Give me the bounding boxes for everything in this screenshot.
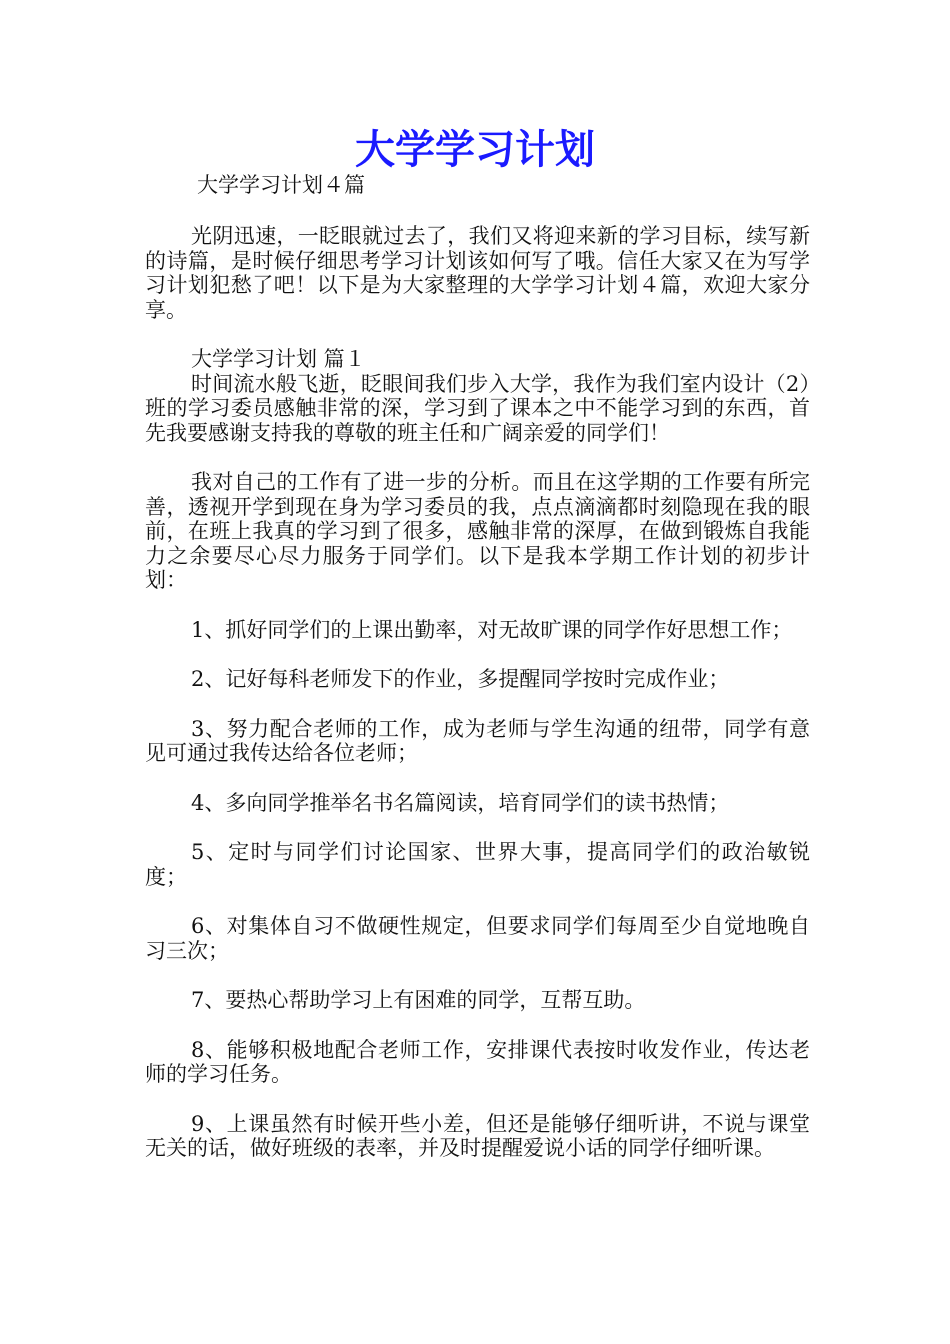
- list-item: 8、能够积极地配合老师工作，安排课代表按时收发作业，传达老师的学习任务。: [145, 1037, 810, 1086]
- document-body: [145, 224, 810, 1161]
- list-item: 9、上课虽然有时候开些小差，但还是能够仔细听讲，不说与课堂无关的话，做好班级的表率，并及时提醒爱说小话的同学仔细听课。: [145, 1111, 810, 1160]
- list-item: 1、抓好同学们的上课出勤率，对无故旷课的同学作好思想工作；: [191, 617, 793, 642]
- list-item: 6、对集体自习不做硬性规定，但要求同学们每周至少自觉地晚自习三次；: [145, 914, 810, 963]
- document-title: 大学学习计划: [355, 126, 595, 173]
- list-item: 3、努力配合老师的工作，成为老师与学生沟通的纽带，同学有意见可通过我传达给各位老师；: [145, 716, 810, 765]
- list-item: 7、要热心帮助学习上有困难的同学，互帮互助。: [191, 988, 646, 1012]
- section-heading: 大学学习计划 篇１: [191, 347, 366, 371]
- intro-paragraph: 光阴迅速，一眨眼就过去了，我们又将迎来新的学习目标，续写新的诗篇，是时候仔细思考学习计划该如何写了哦。信任大家又在为写学习计划犯愁了吧！以下是为大家整理的大学学习计划４篇，欢迎大家分享。: [145, 224, 810, 322]
- document-subtitle: 大学学习计划４篇: [197, 173, 365, 197]
- list-item: 2、记好每科老师发下的作业，多提醒同学按时完成作业；: [191, 667, 730, 691]
- list-item: 5、定时与同学们讨论国家、世界大事，提高同学们的政治敏锐度；: [145, 840, 810, 889]
- section-intro-paragraph: 时间流水般飞逝，眨眼间我们步入大学，我作为我们室内设计（2）班的学习委员感触非常的深，学习到了课本之中不能学习到的东西，首先我要感谢支持我的尊敬的班主任和广阔亲爱的同学们！: [145, 371, 810, 445]
- analysis-paragraph: 我对自己的工作有了进一步的分析。而且在这学期的工作要有所完善，透视开学到现在身为学习委员的我，点点滴滴都时刻隐现在我的眼前，在班上我真的学习到了很多，感触非常的深厚，在做到锻炼自我能力之余要尽心尽力服务于同学们。以下是我本学期工作计划的初步计划：: [145, 470, 810, 592]
- list-item: 4、多向同学推举名书名篇阅读，培育同学们的读书热情；: [191, 790, 730, 815]
